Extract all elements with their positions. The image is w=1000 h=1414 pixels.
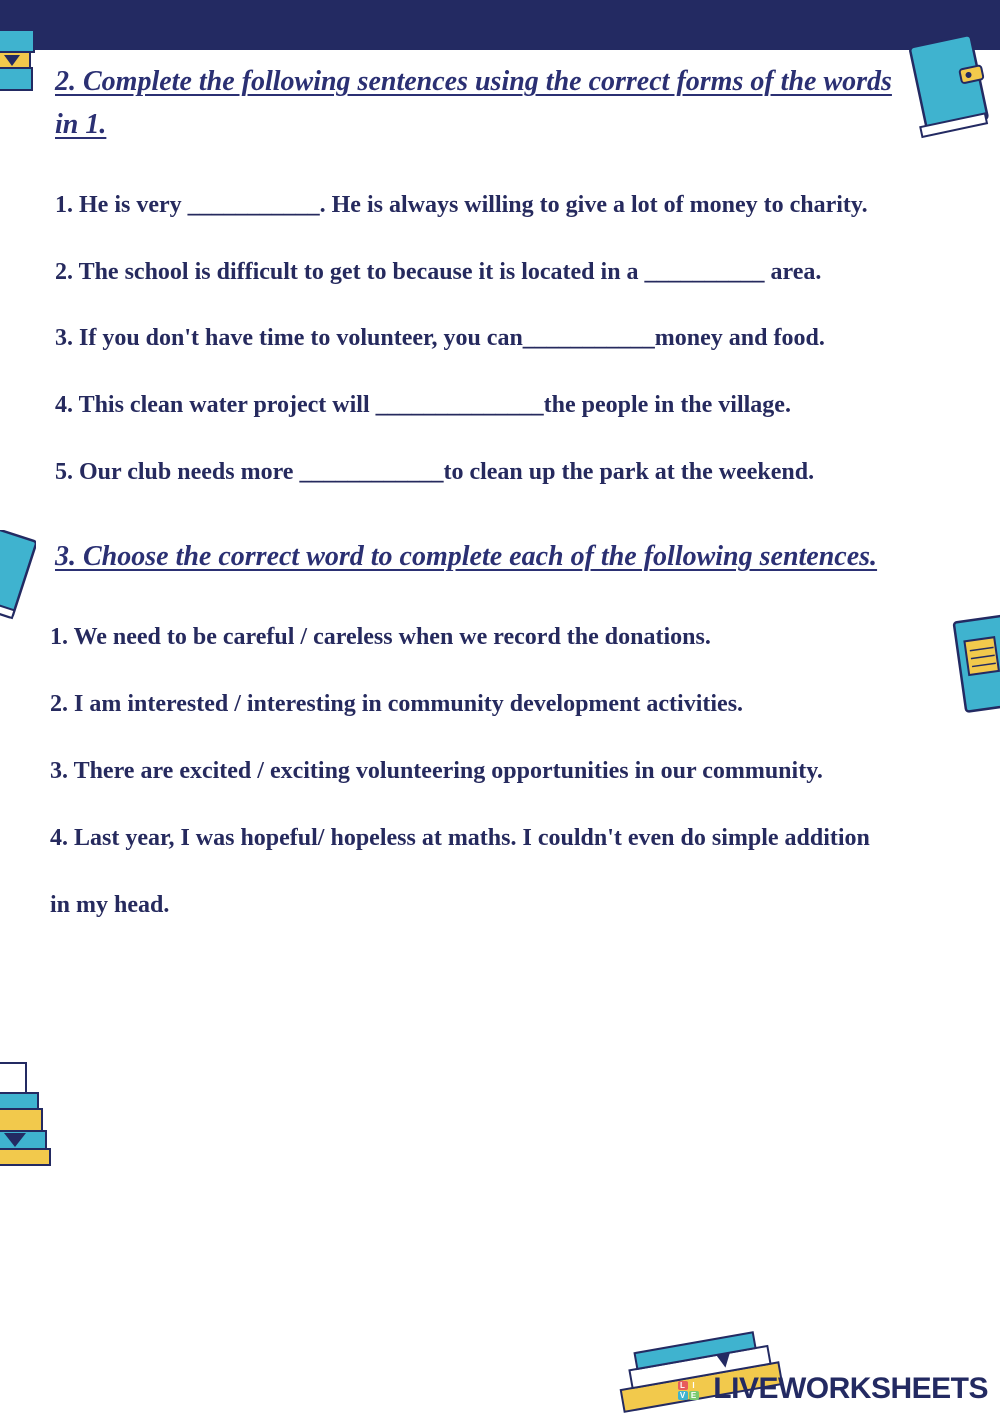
blue-book-icon xyxy=(0,530,36,630)
section-3-heading: 3. Choose the correct word to complete each of the following sentences. xyxy=(55,541,878,572)
exercise-3-sentence-2: 2. I am interested / interesting in community development activities. xyxy=(50,691,744,717)
exercise-3-sentence-4-continued: in my head. xyxy=(50,892,170,918)
logo-letter-i: I xyxy=(689,1381,699,1390)
exercise-3-sentence-4: 4. Last year, I was hopeful/ hopeless at maths. I couldn't even do simple addition xyxy=(50,825,870,851)
blue-book-icon xyxy=(900,28,1000,140)
logo-letter-l: L xyxy=(678,1381,688,1390)
section-2-heading: 2. Complete the following sentences using the correct forms of the words in 1. xyxy=(55,66,892,140)
exercise-2-sentence-3: 3. If you don't have time to volunteer, you can___________money and food. xyxy=(55,325,825,351)
logo-letter-v: V xyxy=(678,1391,688,1400)
top-header-band xyxy=(0,0,1000,50)
liveworksheets-logo-mark xyxy=(676,1380,700,1400)
liveworksheets-logo[interactable]: LIVEWORKSHEETS xyxy=(713,1372,988,1405)
logo-letter-e: E xyxy=(689,1391,699,1400)
exercise-2-sentence-1: 1. He is very ___________. He is always willing to give a lot of money to charity. xyxy=(55,192,868,218)
exercise-2-sentence-2: 2. The school is difficult to get to because it is located in a __________ area. xyxy=(55,259,822,285)
exercise-3-sentence-1: 1. We need to be careful / careless when we record the donations. xyxy=(50,624,711,650)
book-stack-icon xyxy=(0,1055,58,1170)
blue-book-icon xyxy=(952,610,1000,722)
exercise-2-sentence-4: 4. This clean water project will ______________the people in the village. xyxy=(55,392,791,418)
book-stack-icon xyxy=(0,0,40,100)
exercise-3-sentence-3: 3. There are excited / exciting volunteering opportunities in our community. xyxy=(50,758,823,784)
exercise-2-sentence-5: 5. Our club needs more ____________to clean up the park at the weekend. xyxy=(55,459,815,485)
